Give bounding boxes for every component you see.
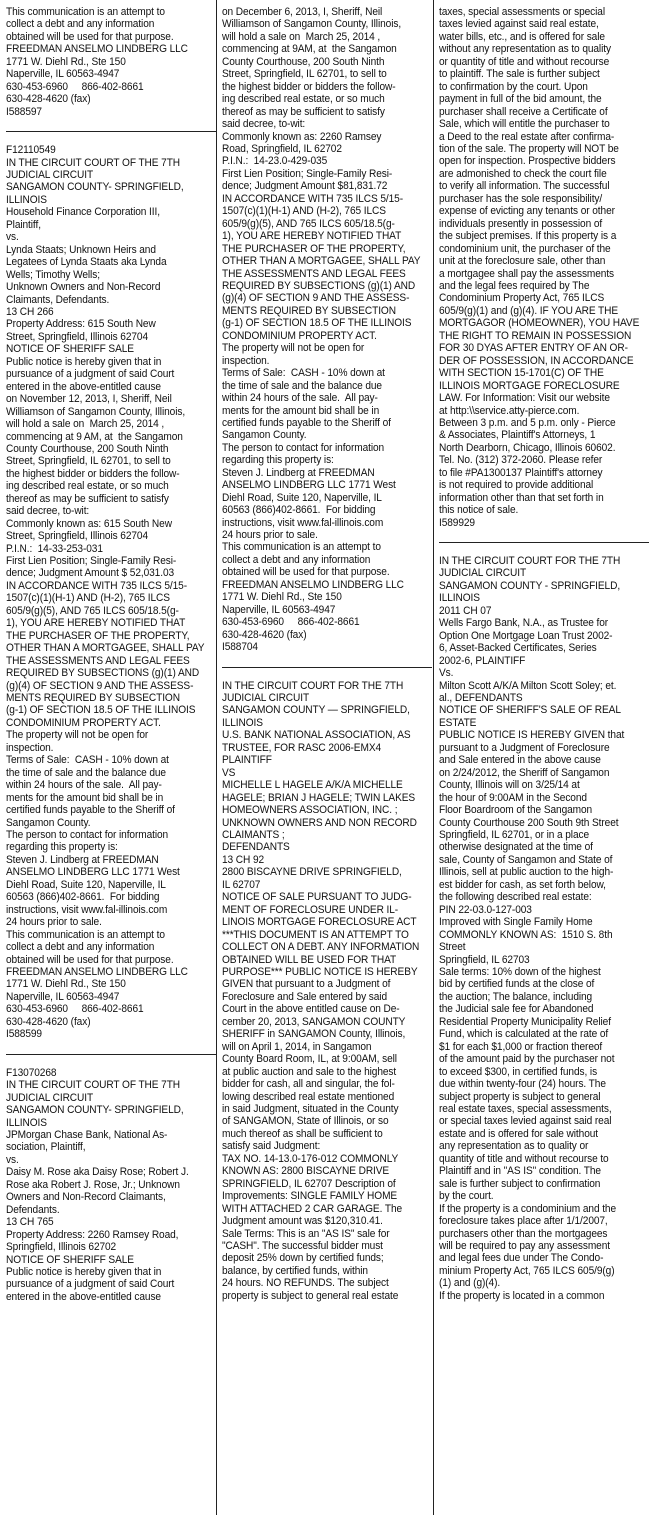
notice-separator — [6, 1054, 216, 1055]
notice-separator — [439, 542, 649, 543]
notice-text: IN THE CIRCUIT COURT FOR THE 7TH JUDICIAL CIRCUIT SANGAMON COUNTY - SPRINGFIELD, ILLINOIS 2011 CH 07 Wells Fargo Bank, N.A., as Trustee for Option One Mortgage Loan Trust 2002- 6, Asset-Backed Certificates, Series 2002-6, PLAINTIFF Vs. Milton Scott A/K/A Milton Scott Soley; et. al., DEFENDANTS NOTICE OF SHERIFF'S SALE OF REAL ESTATE PUBLIC NOTICE IS HEREBY GIVEN that pursuant to a Judgment of Foreclosure and Sale entered in the above cause on 2/24/2012, the Sheriff of Sangamon County, Illinois will on 3/25/14 at the hour of 9:00AM in the Second Floor Boardroom of the Sangamon County Courthouse 200 South 9th Street Springfield, IL 62701, or in a place otherwise designated at the time of sale, County of Sangamon and State of Illinois, sell at public auction to the high- est bidder for cash, as set forth below, the following described real estate: PIN 22-03.0-127-003 Improved with Single Family Home COMMONLY KNOWN AS: 1510 S. 8th Street Springfield, IL 62703 Sale terms: 10% down of the highest bid by certified funds at the close of the auction; The balance, including the Judicial sale fee for Abandoned Residential Property Municipality Relief Fund, which is calculated at the rate of $1 for each $1,000 or fraction thereof of the amount paid by the purchaser not to exceed $300, in certified funds, is due within twenty-four (24) hours. The subject property is subject to general real estate taxes, special assessments, or special taxes levied against said real estate and is offered for sale without any representation as to quality or quantity of title and without recourse to Plaintiff and in "AS IS" condition. The sale is further subject to confirmation by the court. If the property is a condominium and the foreclosure takes place after 1/1/2007, purchasers other than the mortgagees will be required to pay any assessment and legal fees due under The Condo- minium Property Act, 765 ILCS 605/9(g) (1) and (g)(4). If the property is located in a common — [439, 555, 625, 1302]
legal-notice — [439, 555, 649, 1302]
notice-separator — [222, 667, 432, 668]
legal-notice — [6, 6, 216, 118]
notice-text: taxes, special assessments or special taxes levied against said real estate, water bills, etc., and is offered for sale without any representation as to quality or quantity of title and without recourse to plaintiff. The sale is further subject to confirmation by the court. Upon payment in full of the bid amount, the purchaser shall receive a Certificate of Sale, which will entitle the purchaser to a Deed to the real estate after confirma- tion of the sale. The property will NOT be open for inspection. Prospective bidders are admonished to check the court file to verify all information. The successful purchaser has the sole responsibility/ expense of evicting any tenants or other individuals presently in possession of the subject premises. If this property is a condominium unit, the purchaser of the unit at the foreclosure sale, other than a mortgagee shall pay the assessments and the legal fees required by The Condominium Property Act, 765 ILCS 605/9(g)(1) and (g)(4). IF YOU ARE THE MORTGAGOR (HOMEOWNER), YOU HAVE THE RIGHT TO REMAIN IN POSSESSION FOR 30 DYAS AFTER ENTRY OF AN OR- DER OF POSSESSION, IN ACCORDANCE WITH SECTION 15-1701(C) OF THE ILLINOIS MORTGAGE FORECLOSURE LAW. For Information: Visit our website at http:\\service.atty-pierce.com. Between 3 p.m. and 5 p.m. only - Pierce & Associates, Plaintiff's Attorneys, 1 North Dearborn, Chicago, Illinois 60602. Tel. No. (312) 372-2060. Please refer to file #PA1300137 Plaintiff's attorney is not required to provide additional information other than that set forth in this notice of sale. I589929 — [439, 6, 640, 529]
notice-separator — [6, 131, 216, 132]
column-divider — [433, 0, 434, 1515]
legal-notice — [439, 6, 649, 529]
notice-text: F13070268 IN THE CIRCUIT COURT OF THE 7TH JUDICIAL CIRCUIT SANGAMON COUNTY- SPRINGFIELD, ILLINOIS JPMorgan Chase Bank, National As- sociation, Plaintiff, vs. Daisy M. Rose aka Daisy Rose; Robert J. Rose aka Robert J. Rose, Jr.; Unknown Owners and Non-Record Claimants, Defendants. 13 CH 765 Property Address: 2260 Ramsey Road, Springfield, Illinois 62702 NOTICE OF SHERIFF SALE Public notice is hereby given that in pursuance of a judgment of said Court entered in the above-entitled cause — [6, 1066, 189, 1303]
legal-notice — [6, 1067, 216, 1304]
notice-text: F12110549 IN THE CIRCUIT COURT OF THE 7TH JUDICIAL CIRCUIT SANGAMON COUNTY- SPRINGFIELD, ILLINOIS Household Finance Corporation III, Plaintiff, vs. Lynda Staats; Unknown Heirs and Legatees of Lynda Staats aka Lynda Wells; Timothy Wells; Unknown Owners and Non-Record Claimants, Defendants. 13 CH 266 Property Address: 615 South New Street, Springfield, Illinois 62704 NOTICE OF SHERIFF SALE Public notice is hereby given that in pursuance of a judgment of said Court entered in the above-entitled cause on November 12, 2013, I, Sheriff, Neil Williamson of Sangamon County, Illinois, will hold a sale on March 25, 2014 , commencing at 9 AM, at the Sangamon County Courthouse, 200 South Ninth Street, Springfield, IL 62701, to sell to the highest bidder or bidders the follow- ing described real estate, or so much thereof as may be sufficient to satisfy said decree, to-wit: Commonly known as: 615 South New Street, Springfield, Illinois 62704 P.I.N.: 14-33-253-031 First Lien Position; Single-Family Resi- dence; Judgment Amount $ 52,031.03 IN ACCORDANCE WITH 735 ILCS 5/15- 1507(c)(1)(H-1) AND (H-2), 765 ILCS 605/9(g)(5), AND 765 ILCS 605/18.5(g- 1), YOU ARE HEREBY NOTIFIED THAT THE PURCHASER OF THE PROPERTY, OTHER THAN A MORTGAGEE, SHALL PAY THE ASSESSMENTS AND LEGAL FEES REQUIRED BY SUBSECTIONS (g)(1) AND (g)(4) OF SECTION 9 AND THE ASSESS- MENTS REQUIRED BY SUBSECTION (g-1) OF SECTION 18.5 OF THE ILLINOIS CONDOMINIUM PROPERTY ACT. The property will not be open for inspection. Terms of Sale: CASH - 10% down at the time of sale and the balance due within 24 hours of the sale. All pay- ments for the amount bid shall be in certified funds payable to the Sheriff of Sangamon County. The person to contact for information regarding this property is: Steven J. Lindberg at FREEDMAN ANSELMO LINDBERG LLC 1771 West Diehl Road, Suite 120, Naperville, IL 60563 (866)402-8661. For bidding instructions, visit www.fal-illinois.com 24 hours prior to sale. This communication is an attempt to collect a debt and any information obtained will be used for that purpose. FREEDMAN ANSELMO LINDBERG LLC 1771 W. Diehl Rd., Ste 150 Naperville, IL 60563-4947 630-453-6960 866-402-8661 630-428-4620 (fax) I588599 — [6, 144, 205, 1041]
column-3 — [439, 6, 649, 1302]
legal-notice — [222, 680, 432, 1303]
column-1 — [6, 6, 216, 1303]
notice-text: IN THE CIRCUIT COURT FOR THE 7TH JUDICIAL CIRCUIT SANGAMON COUNTY — SPRINGFIELD, ILLINOIS U.S. BANK NATIONAL ASSOCIATION, AS TRUSTEE, FOR RASC 2006-EMX4 PLAINTIFF VS MICHELLE L HAGELE A/K/A MICHELLE HAGELE; BRIAN J HAGELE; TWIN LAKES HOMEOWNERS ASSOCIATION, INC. ; UNKNOWN OWNERS AND NON RECORD CLAIMANTS ; DEFENDANTS 13 CH 92 2800 BISCAYNE DRIVE SPRINGFIELD, IL 62707 NOTICE OF SALE PURSUANT TO JUDG- MENT OF FORECLOSURE UNDER IL- LINOIS MORTGAGE FORECLOSURE ACT ***THIS DOCUMENT IS AN ATTEMPT TO COLLECT ON A DEBT. ANY INFORMATION OBTAINED WILL BE USED FOR THAT PURPOSE*** PUBLIC NOTICE IS HEREBY GIVEN that pursuant to a Judgment of Foreclosure and Sale entered by said Court in the above entitled cause on De- cember 20, 2013, SANGAMON COUNTY SHERIFF in SANGAMON County, Illinois, will on April 1, 2014, in Sangamon County Board Room, IL, at 9:00AM, sell at public auction and sale to the highest bidder for cash, all and singular, the fol- lowing described real estate mentioned in said Judgment, situated in the County of SANGAMON, State of Illinois, or so much thereof as shall be sufficient to satisfy said Judgment: TAX NO. 14-13.0-176-012 COMMONLY KNOWN AS: 2800 BISCAYNE DRIVE SPRINGFIELD, IL 62707 Description of Improvements: SINGLE FAMILY HOME WITH ATTACHED 2 CAR GARAGE. The Judgment amount was $120,310.41. Sale Terms: This is an "AS IS" sale for "CASH". The successful bidder must deposit 25% down by certified funds; balance, by certified funds, within 24 hours. NO REFUNDS. The subject property is subject to general real estate — [222, 679, 420, 1302]
legal-notice — [222, 6, 432, 654]
notice-text: This communication is an attempt to collect a debt and any information obtained will be used for that purpose. FREEDMAN ANSELMO LINDBERG LLC 1771 W. Diehl Rd., Ste 150 Naperville, IL 60563-4947 630-453-6960 866-402-8661 630-428-4620 (fax) I588597 — [6, 6, 188, 118]
column-2 — [222, 6, 432, 1302]
legal-notice — [6, 144, 216, 1041]
notice-text: on December 6, 2013, I, Sheriff, Neil Williamson of Sangamon County, Illinois, will hold a sale on March 25, 2014 , commencing at 9AM, at the Sangamon County Courthouse, 200 South Ninth Street, Springfield, IL 62701, to sell to the highest bidder or bidders the follow- ing described real estate, or so much thereof as may be sufficient to satisfy said decree, to-wit: Commonly known as: 2260 Ramsey Road, Springfield, IL 62702 P.I.N.: 14-23.0-429-035 First Lien Position; Single-Family Resi- dence; Judgment Amount $81,831.72 IN ACCORDANCE WITH 735 ILCS 5/15- 1507(c)(1)(H-1) AND (H-2), 765 ILCS 605/9(g)(5), AND 765 ILCS 605/18.5(g- 1), YOU ARE HEREBY NOTIFIED THAT THE PURCHASER OF THE PROPERTY, OTHER THAN A MORTGAGEE, SHALL PAY THE ASSESSMENTS AND LEGAL FEES REQUIRED BY SUBSECTIONS (g)(1) AND (g)(4) OF SECTION 9 AND THE ASSESS- MENTS REQUIRED BY SUBSECTION (g-1) OF SECTION 18.5 OF THE ILLINOIS CONDOMINIUM PROPERTY ACT. The property will not be open for inspection. Terms of Sale: CASH - 10% down at the time of sale and the balance due within 24 hours of the sale. All pay- ments for the amount bid shall be in certified funds payable to the Sheriff of Sangamon County. The person to contact for information regarding this property is: Steven J. Lindberg at FREEDMAN ANSELMO LINDBERG LLC 1771 West Diehl Road, Suite 120, Naperville, IL 60563 (866)402-8661. For bidding instructions, visit www.fal-illinois.com 24 hours prior to sale. This communication is an attempt to collect a debt and any information obtained will be used for that purpose. FREEDMAN ANSELMO LINDBERG LLC 1771 W. Diehl Rd., Ste 150 Naperville, IL 60563-4947 630-453-6960 866-402-8661 630-428-4620 (fax) I588704 — [222, 6, 421, 654]
